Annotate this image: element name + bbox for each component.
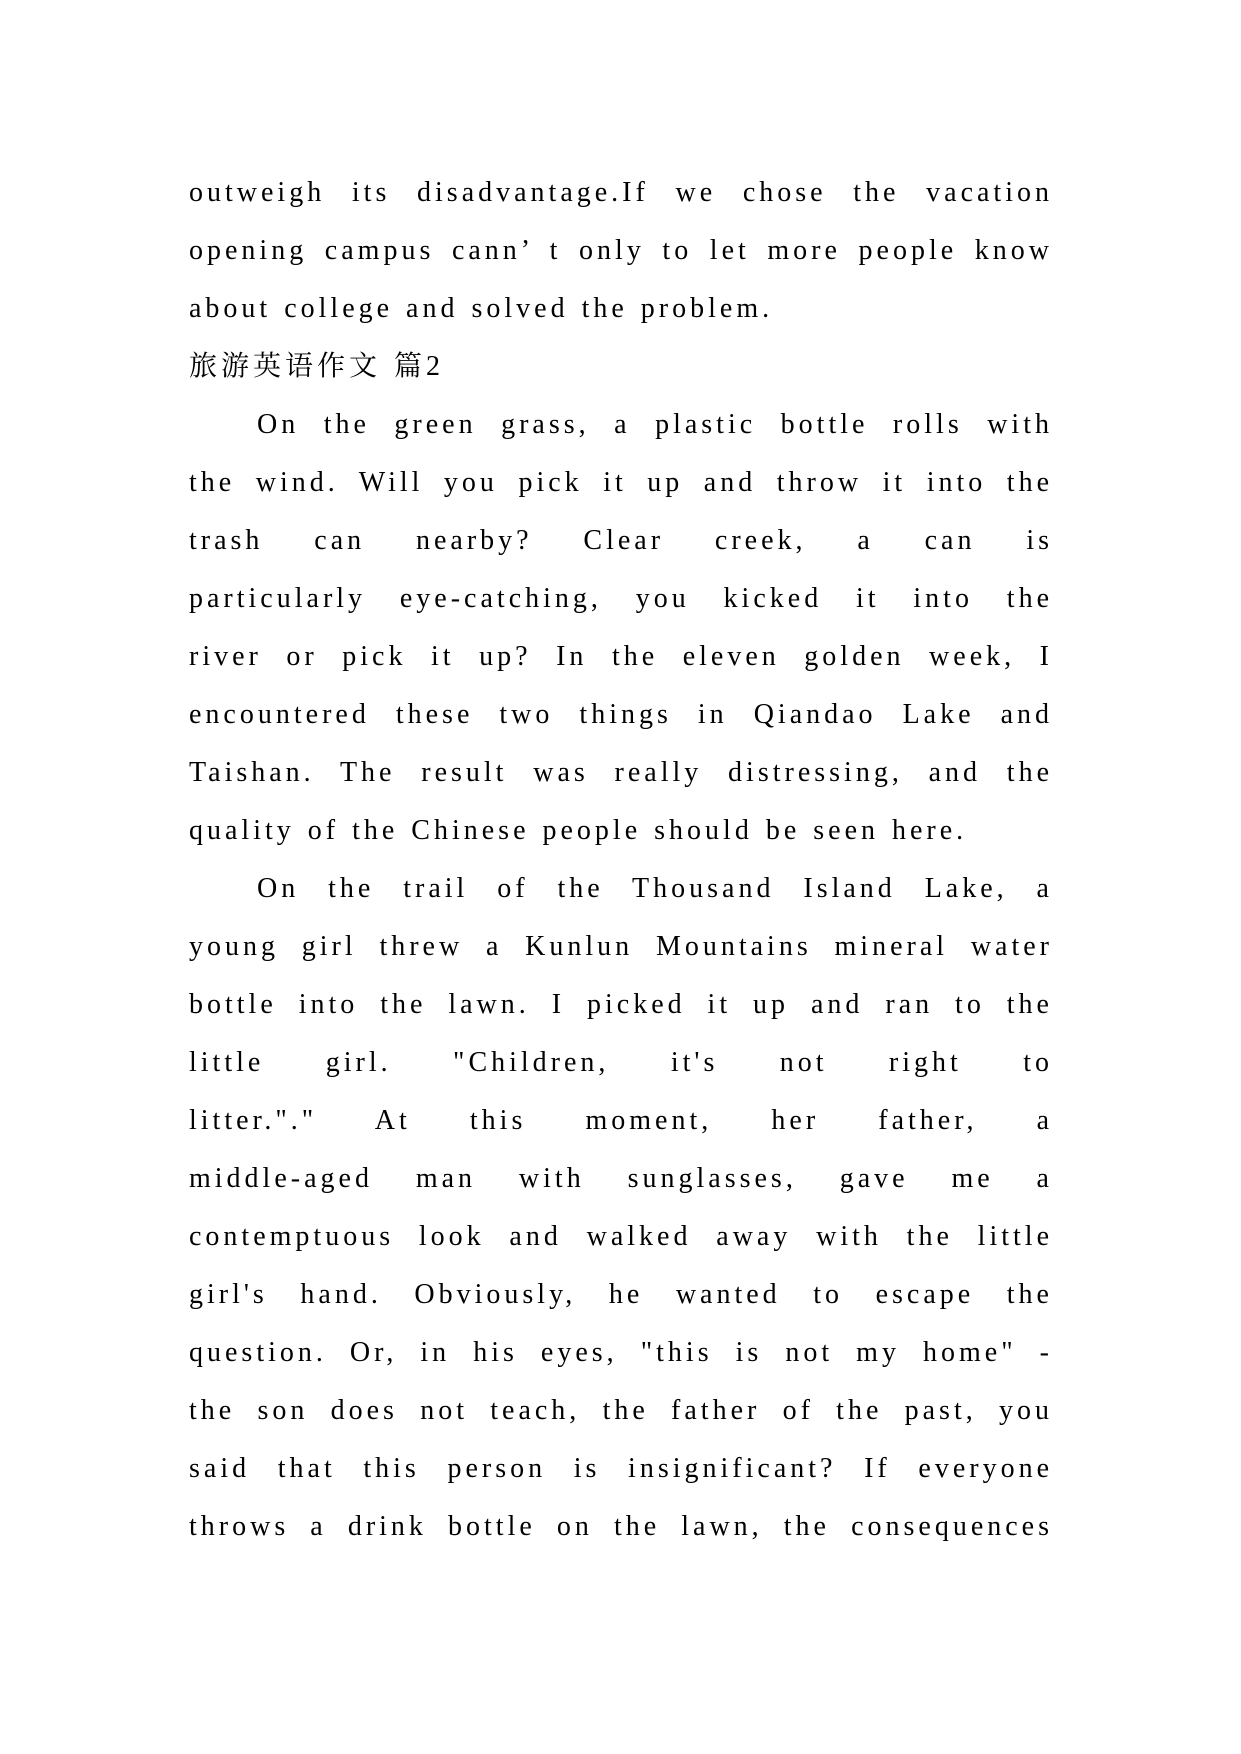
text-line: Taishan. The result was really distressing, and the (189, 757, 1053, 788)
text-line: outweigh its disadvantage.If we chose the vacation (189, 177, 1053, 208)
text-line: On the trail of the Thousand Island Lake, a (257, 873, 1053, 904)
text-line: particularly eye-catching, you kicked it into the (189, 583, 1053, 614)
text-line: middle-aged man with sunglasses, gave me a (189, 1163, 1053, 1194)
text-line: girl's hand. Obviously, he wanted to escape the (189, 1279, 1053, 1310)
text-line: the wind. Will you pick it up and throw it into the (189, 467, 1053, 498)
text-line: young girl threw a Kunlun Mountains mineral water (189, 931, 1053, 962)
text-line: little girl. "Children, it's not right to (189, 1047, 1053, 1078)
text-line: question. Or, in his eyes, "this is not my home" - (189, 1337, 1053, 1368)
text-line: contemptuous look and walked away with the little (189, 1221, 1053, 1252)
text-line: river or pick it up? In the eleven golden week, I (189, 641, 1053, 672)
text-line: trash can nearby? Clear creek, a can is (189, 525, 1053, 556)
text-line: encountered these two things in Qiandao Lake and (189, 699, 1053, 730)
text-line: about college and solved the problem. (189, 293, 774, 324)
text-line: bottle into the lawn. I picked it up and ran to the (189, 989, 1053, 1020)
text-line: throws a drink bottle on the lawn, the consequences (189, 1511, 1053, 1542)
text-line: the son does not teach, the father of the past, you (189, 1395, 1053, 1426)
text-line: opening campus cann’ t only to let more people know (189, 235, 1053, 266)
text-line: said that this person is insignificant? If everyone (189, 1453, 1053, 1484)
text-line: On the green grass, a plastic bottle rolls with (257, 409, 1053, 440)
text-line: litter."." At this moment, her father, a (189, 1105, 1053, 1136)
text-line: quality of the Chinese people should be seen here. (189, 815, 968, 846)
text-block (189, 164, 1053, 1556)
section-heading: 旅游英语作文 篇2 (189, 351, 445, 382)
